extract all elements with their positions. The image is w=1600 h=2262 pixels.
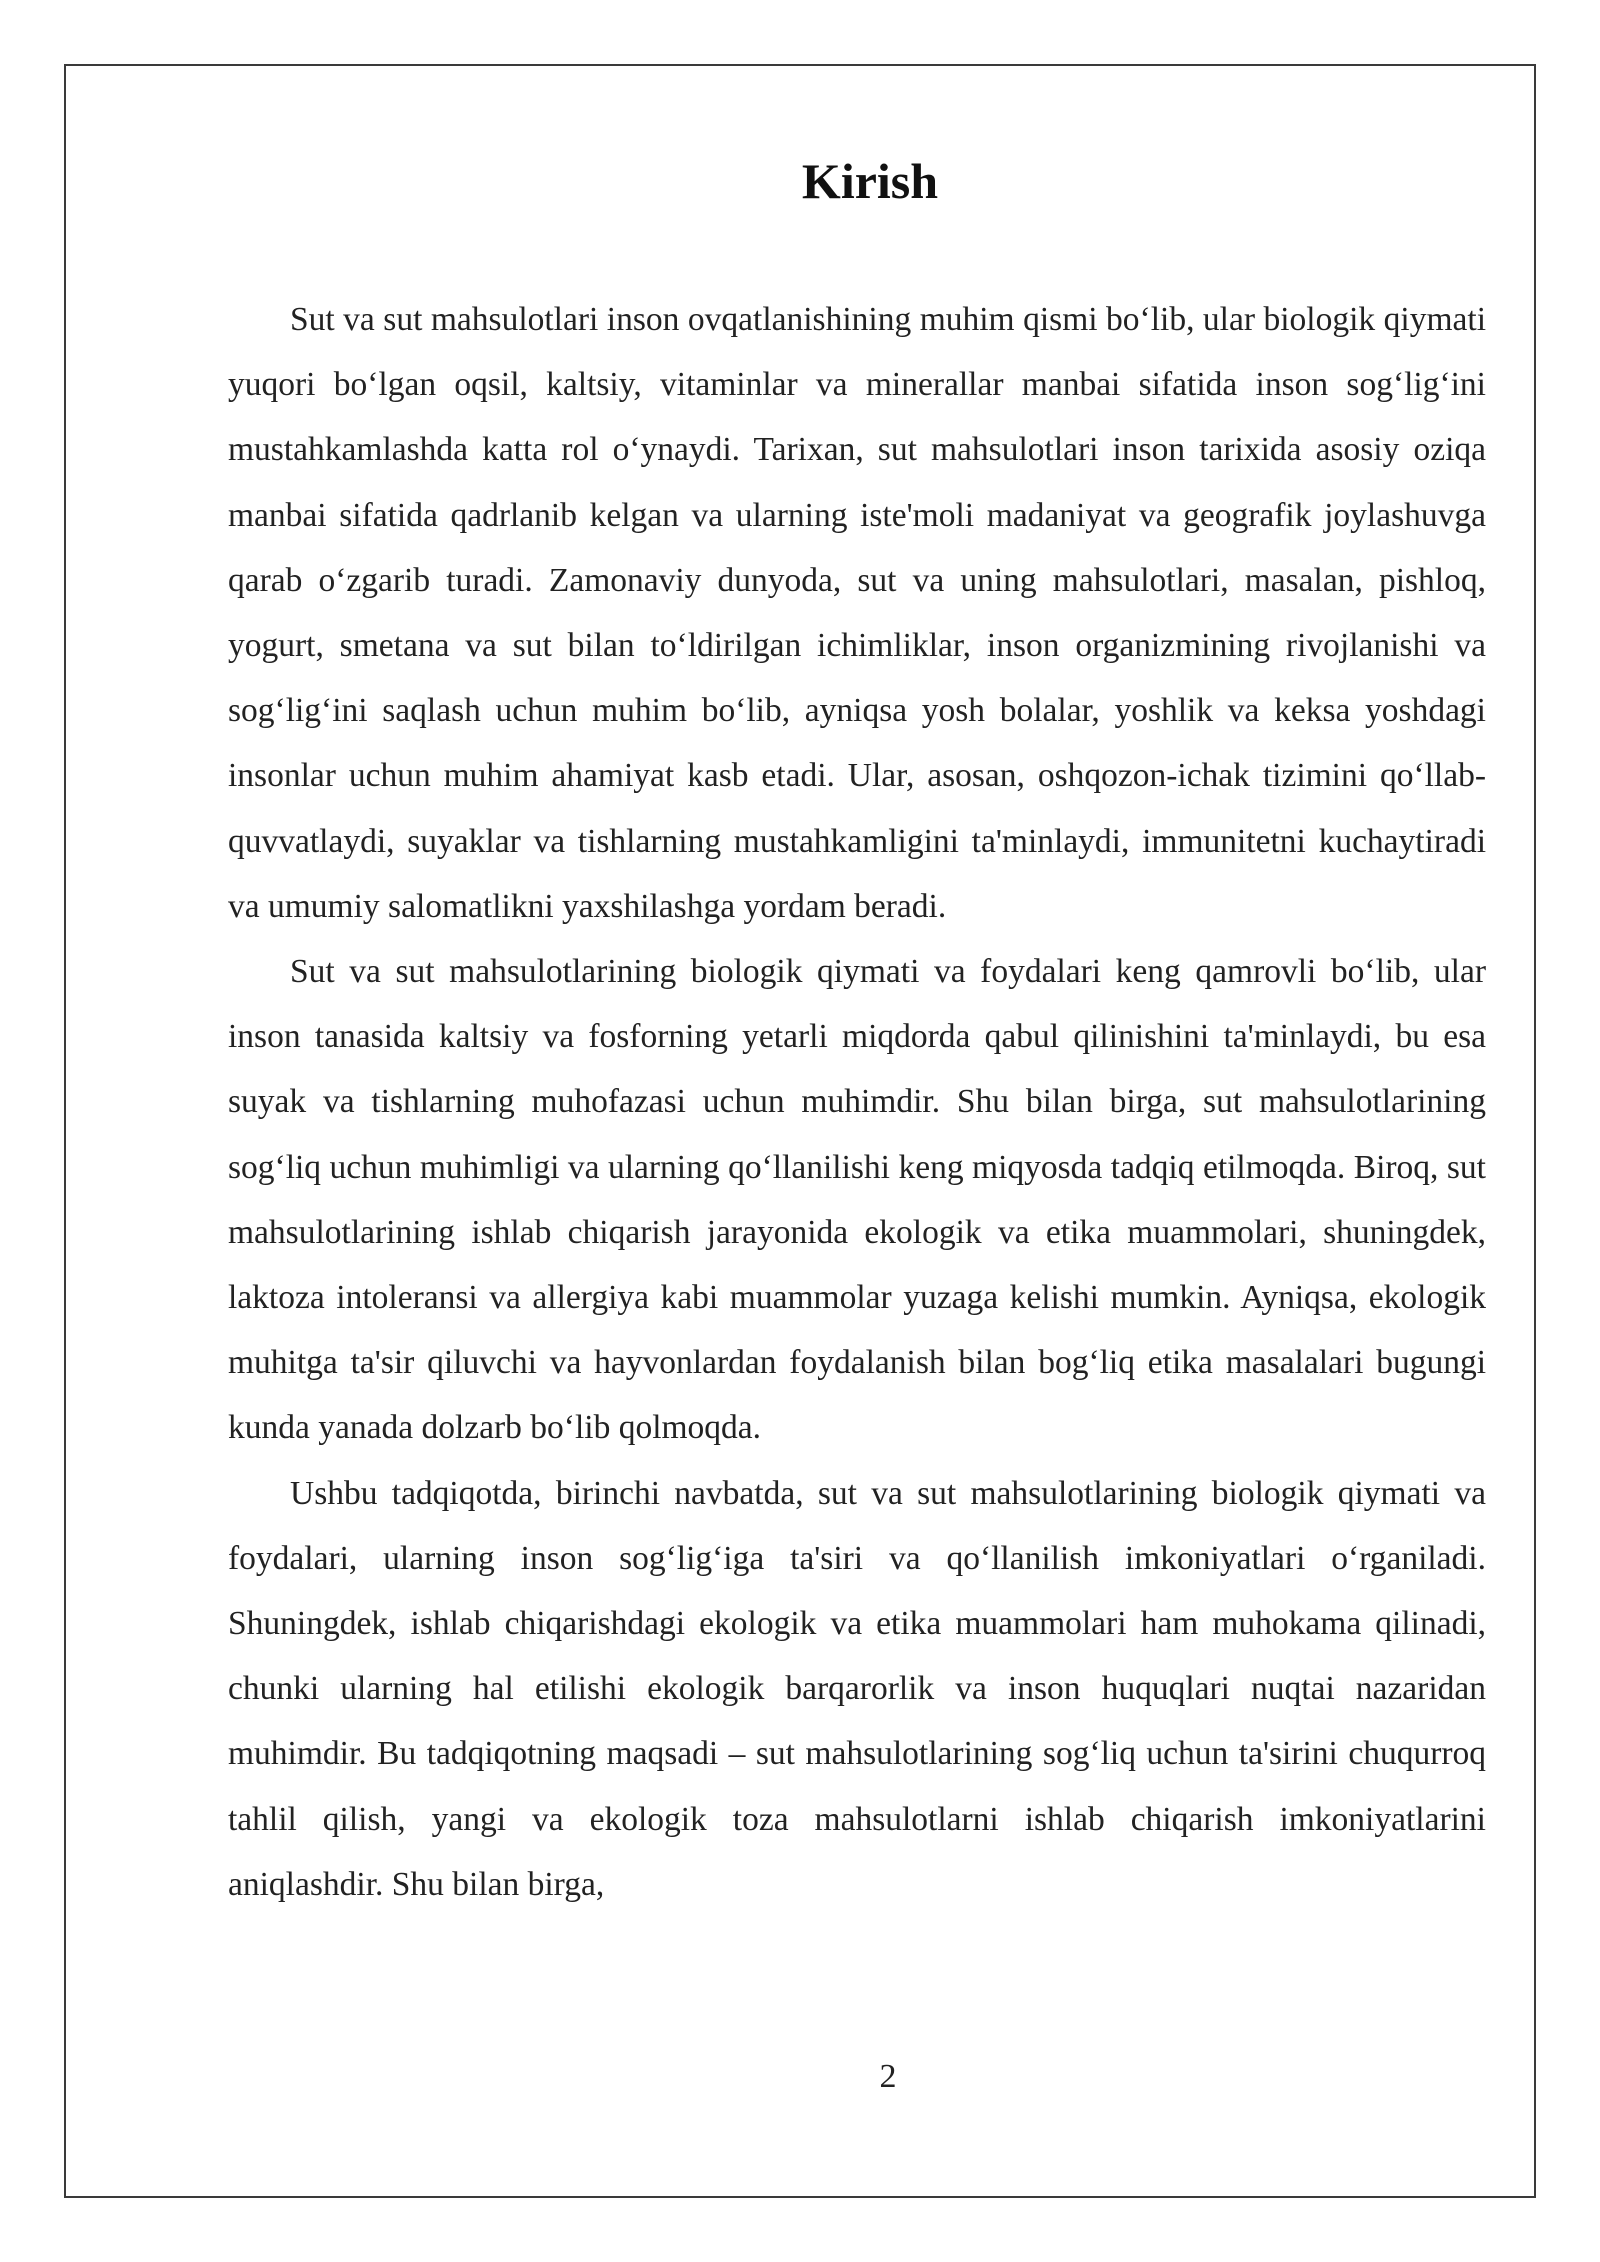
body-text xyxy=(228,287,1486,1917)
paragraph-3: Ushbu tadqiqotda, birinchi navbatda, sut va sut mahsulotlarining biologik qiymati va foydalari, ularning inson sog‘lig‘iga ta'siri va qo‘llanilish imkoniyatlari o‘rganiladi. Shuningdek, ishlab chiqarishdagi ekologik va etika muammolari ham muhokama qilinadi, chunki ularning hal etilishi ekologik barqarorlik va inson huquqlari nuqtai nazaridan muhimdir. Bu tadqiqotning maqsadi – sut mahsulotlarining sog‘liq uchun ta'sirini chuqurroq tahlil qilish, yangi va ekologik toza mahsulotlarni ishlab chiqarish imkoniyatlarini aniqlashdir. Shu bilan birga, xyxy=(228,1474,1486,1903)
paragraph-2: Sut va sut mahsulotlarining biologik qiymati va foydalari keng qamrovli bo‘lib, ular inson tanasida kaltsiy va fosforning yetarli miqdorda qabul qilinishini ta'minlaydi, bu esa suyak va tishlarning muhofazasi uchun muhimdir. Shu bilan birga, sut mahsulotlarining sog‘liq uchun muhimligi va ularning qo‘llanilishi keng miqyosda tadqiq etilmoqda. Biroq, sut mahsulotlarining ishlab chiqarish jarayonida ekologik va etika muammolari, shuningdek, laktoza intoleransi va allergiya kabi muammolar yuzaga kelishi mumkin. Ayniqsa, ekologik muhitga ta'sir qiluvchi va hayvonlardan foydalanish bilan bog‘liq etika masalalari bugungi kunda yanada dolzarb bo‘lib qolmoqda. xyxy=(228,953,1486,1447)
page-title: Kirish xyxy=(801,153,939,209)
paragraph-1: Sut va sut mahsulotlari inson ovqatlanishining muhim qismi bo‘lib, ular biologik qiymati yuqori bo‘lgan oqsil, kaltsiy, vitaminlar va minerallar manbai sifatida inson sog‘lig‘ini mustahkamlashda katta rol o‘ynaydi. Tarixan, sut mahsulotlari inson tarixida asosiy oziqa manbai sifatida qadrlanib kelgan va ularning iste'moli madaniyat va geografik joylashuvga qarab o‘zgarib turadi. Zamonaviy dunyoda, sut va uning mahsulotlari, masalan, pishloq, yogurt, smetana va sut bilan to‘ldirilgan ichimliklar, inson organizmining rivojlanishi va sog‘lig‘ini saqlash uchun muhim bo‘lib, ayniqsa yosh bolalar, yoshlik va keksa yoshdagi insonlar uchun muhim ahamiyat kasb etadi. Ular, asosan, oshqozon-ichak tizimini qo‘llab-quvvatlaydi, suyaklar va tishlarning mustahkamligini ta'minlaydi, immunitetni kuchaytiradi va umumiy salomatlikni yaxshilashga yordam beradi. xyxy=(228,301,1486,925)
page-number: 2 xyxy=(879,2058,897,2095)
